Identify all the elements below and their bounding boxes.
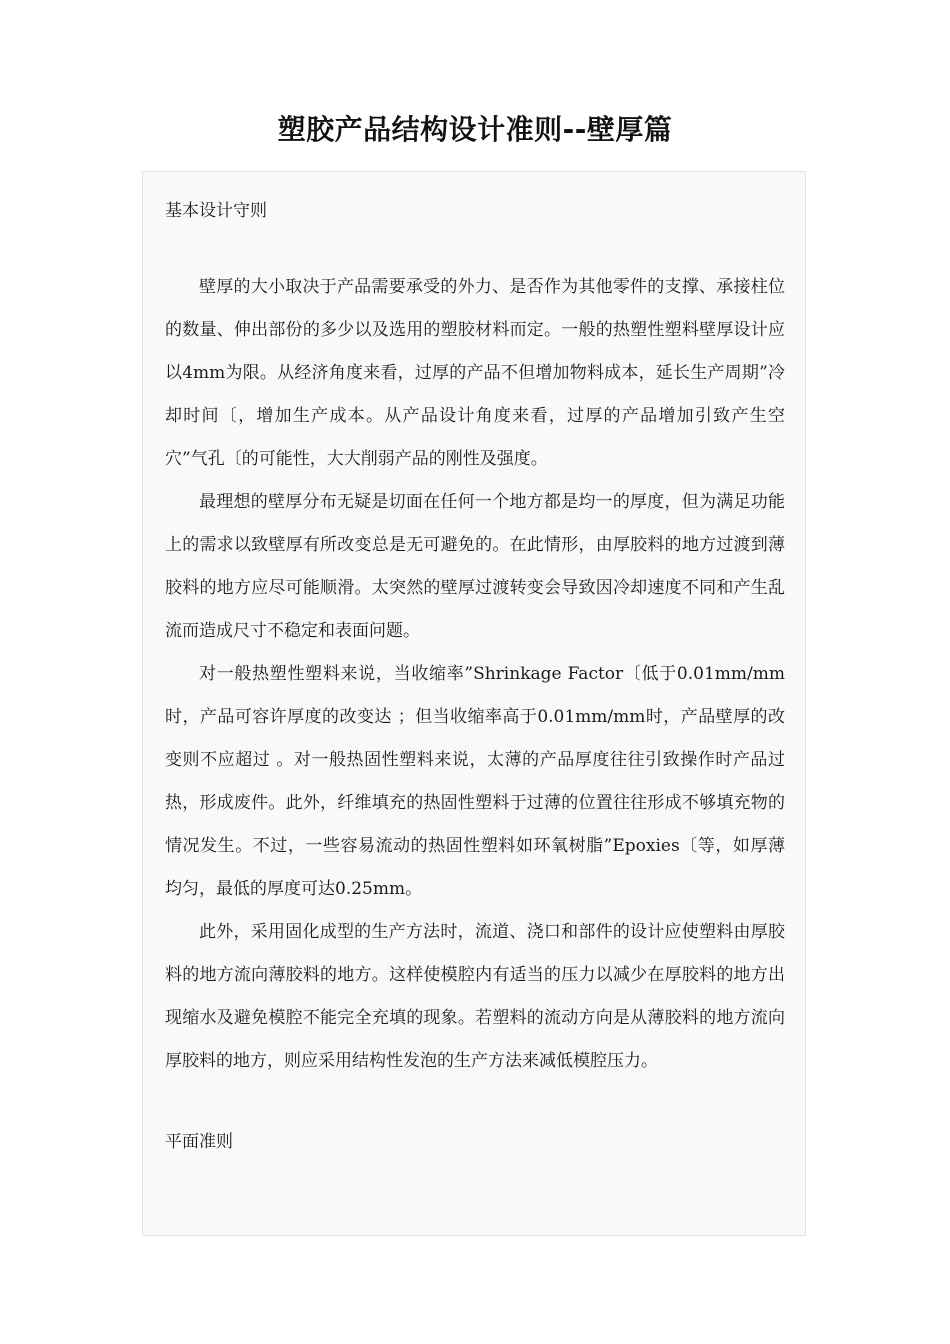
paragraph: 最理想的壁厚分布无疑是切面在任何一个地方都是均一的厚度，但为满足功能上的需求以致壁厚有所改变总是无可避免的。在此情形，由厚胶料的地方过渡到薄胶料的地方应尽可能顺滑。太突然的壁厚过渡转变会导致因冷却速度不同和产生乱流而造成尺寸不稳定和表面问题。: [165, 492, 785, 641]
section-heading-basic-rules: 基本设计守则: [165, 201, 267, 221]
paragraph: 对一般热塑性塑料来说，当收缩率”Shrinkage Factor〔低于0.01mm/mm时，产品可容许厚度的改变达 ；但当收缩率高于0.01mm/mm时，产品壁厚的改变则不应超过 。对一般热固性塑料来说，太薄的产品厚度往往引致操作时产品过热，形成废件。此外，纤维填充的热固性塑料于过薄的位置往往形成不够填充物的情况发生。不过，一些容易流动的热固性塑料如环氧树脂”Epoxies〔等，如厚薄均匀，最低的厚度可达0.25mm。: [165, 664, 785, 899]
article-body: [142, 171, 806, 1236]
section-heading-plane-rules: 平面准则: [165, 1132, 233, 1152]
paragraph: 此外，采用固化成型的生产方法时，流道、浇口和部件的设计应使塑料由厚胶料的地方流向薄胶料的地方。这样使模腔内有适当的压力以减少在厚胶料的地方出现缩水及避免模腔不能完全充填的现象。若塑料的流动方向是从薄胶料的地方流向厚胶料的地方，则应采用结构性发泡的生产方法来减低模腔压力。: [165, 922, 785, 1071]
paragraph: 壁厚的大小取决于产品需要承受的外力、是否作为其他零件的支撑、承接柱位的数量、伸出部份的多少以及选用的塑胶材料而定。一般的热塑性塑料壁厚设计应以4mm为限。从经济角度来看，过厚的产品不但增加物料成本，延长生产周期”冷却时间〔，增加生产成本。从产品设计角度来看，过厚的产品增加引致产生空穴”气孔〔的可能性，大大削弱产品的刚性及强度。: [165, 277, 785, 469]
page-title: 塑胶产品结构设计准则--壁厚篇: [277, 113, 673, 146]
